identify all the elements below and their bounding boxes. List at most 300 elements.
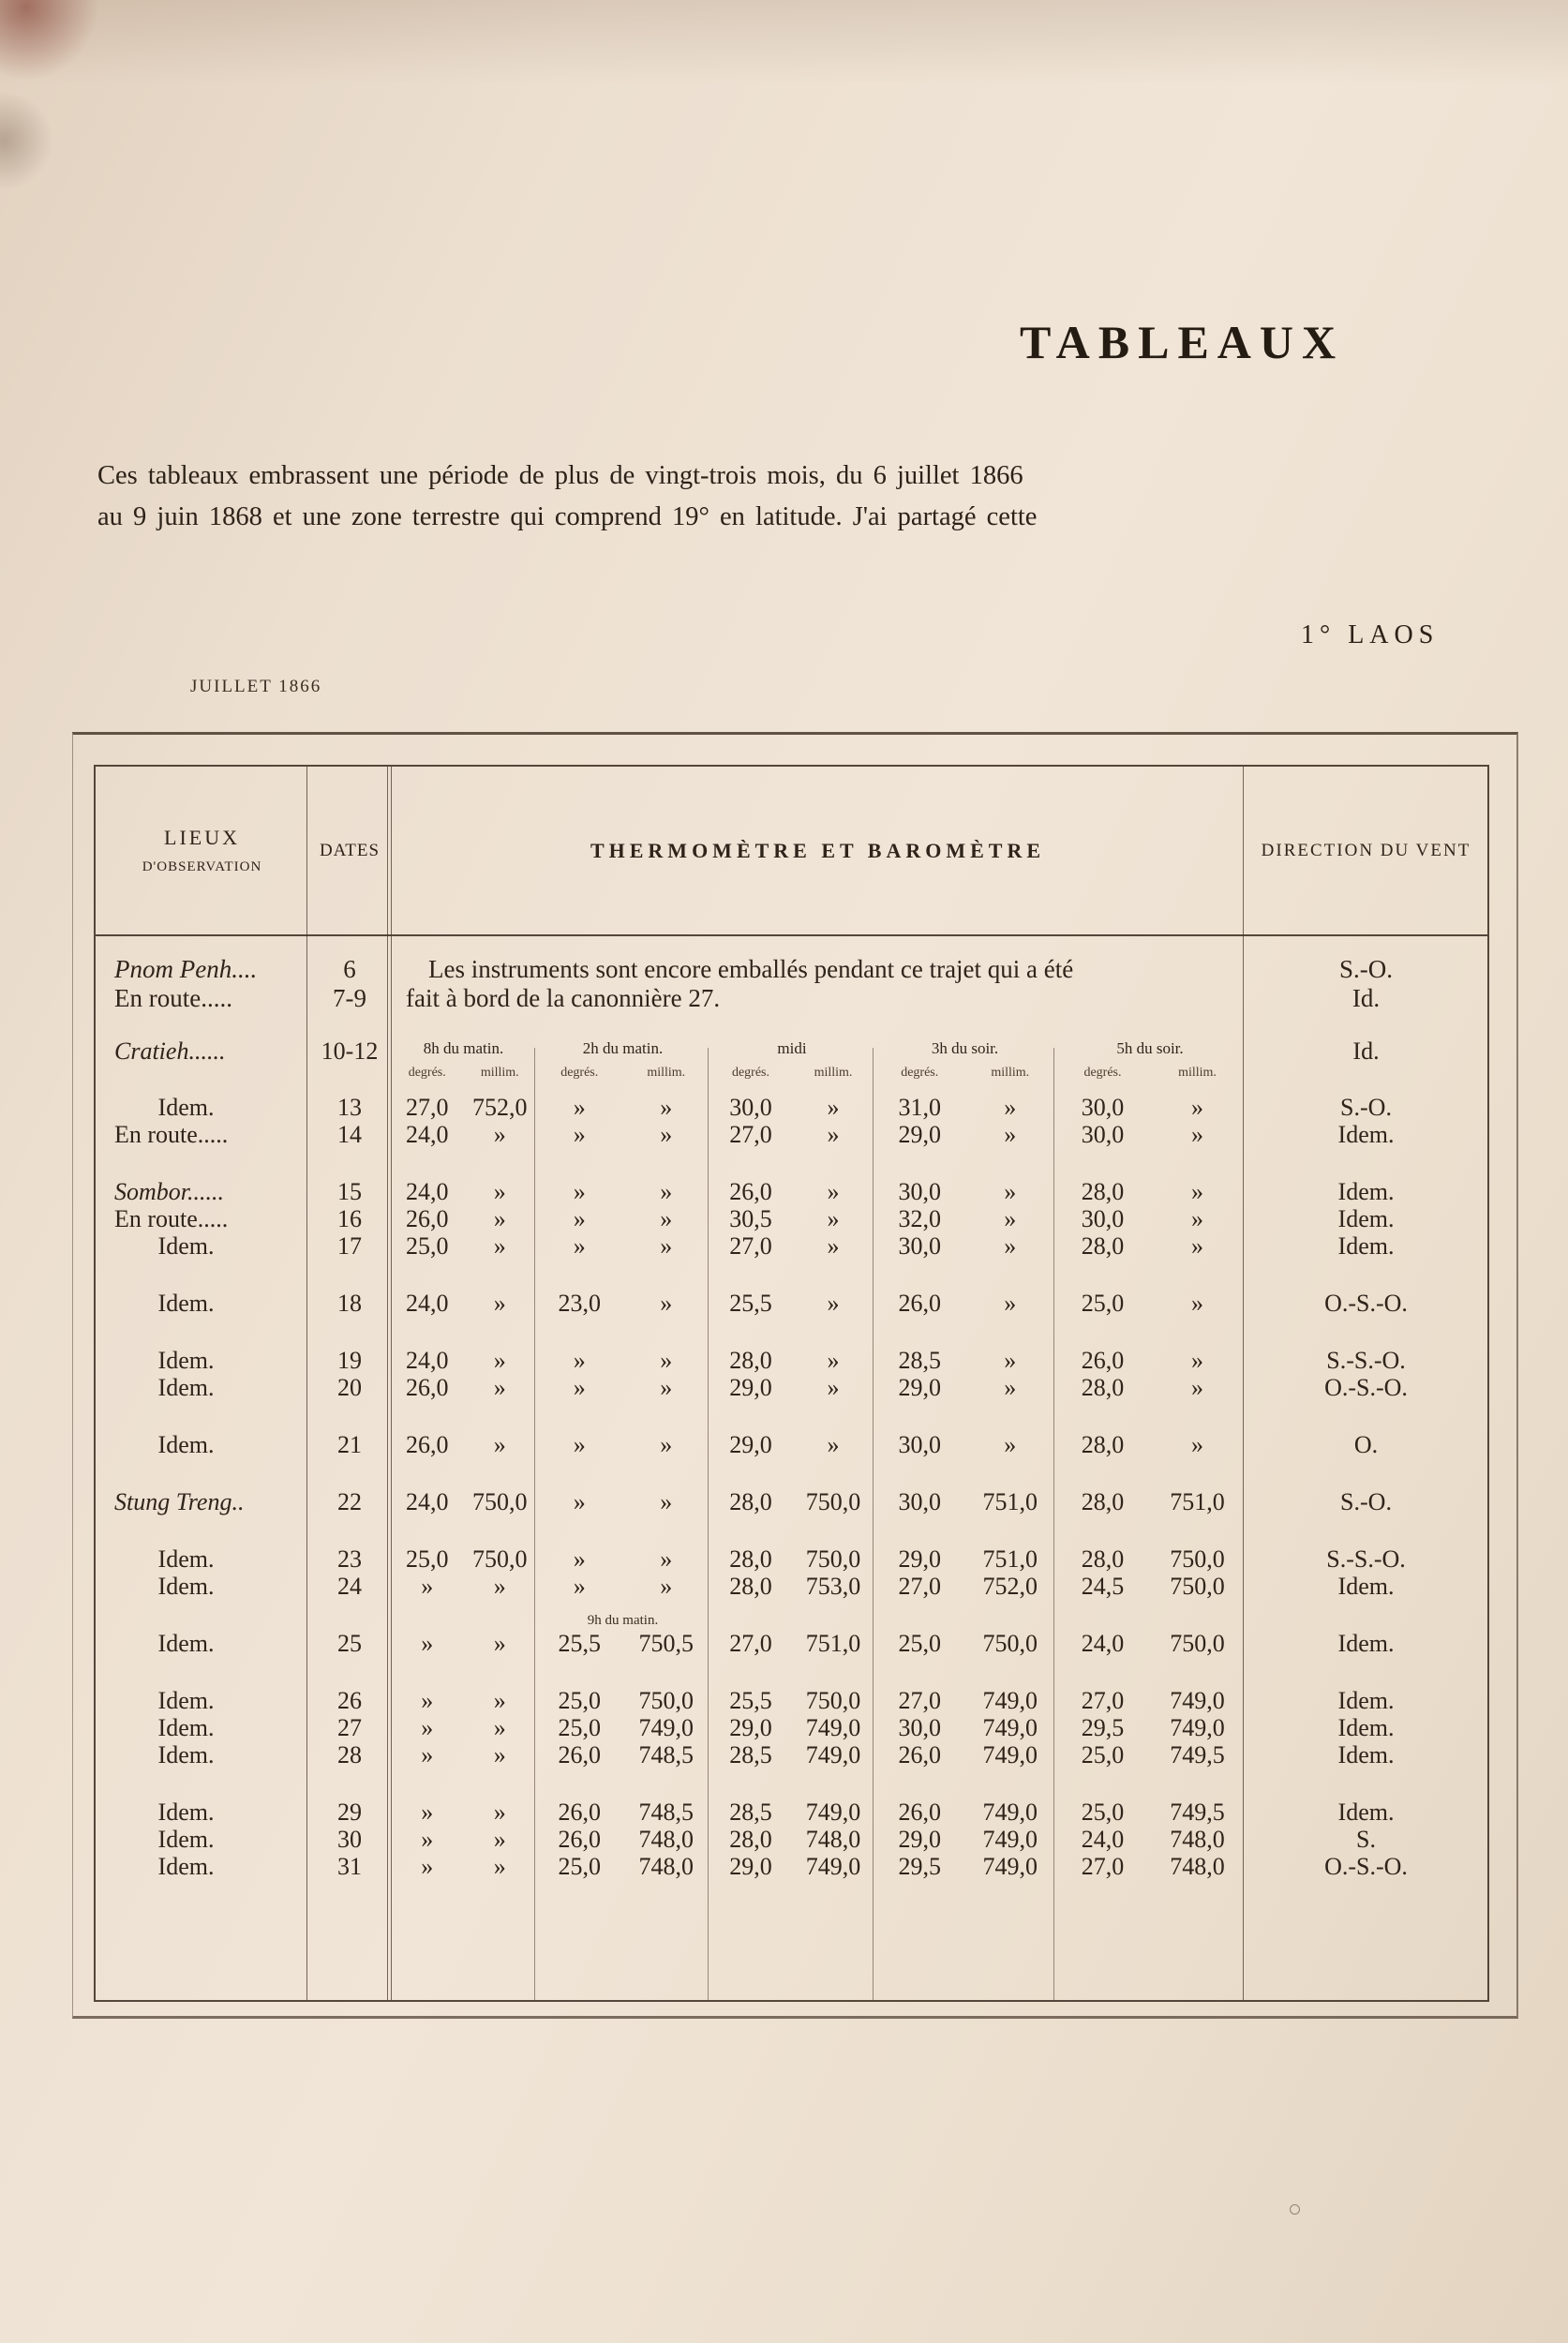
time-group-header — [709, 1037, 874, 1081]
reading-cell — [1055, 1121, 1245, 1148]
table-row — [96, 1347, 1487, 1374]
reading-cell — [1055, 1232, 1245, 1260]
row-group — [96, 1613, 1487, 1657]
reading-cell — [391, 1232, 536, 1260]
degrees-value: 30,0 — [1081, 1121, 1125, 1148]
reading-cell — [709, 1798, 874, 1826]
table-row — [96, 1178, 1487, 1205]
time-group-sublabels — [1055, 1066, 1245, 1081]
millimeters-value: » — [493, 1687, 506, 1714]
millimeters-value: 751,0 — [982, 1488, 1038, 1515]
reading-cell — [391, 1347, 536, 1374]
reading-cell — [536, 1687, 709, 1714]
degrees-value: 26,0 — [898, 1798, 941, 1826]
wind-cell: S.-S.-O. — [1326, 1545, 1406, 1573]
degrees-value: » — [573, 1094, 586, 1121]
place-cell: Stung Treng.. — [114, 1488, 245, 1515]
degrees-value: 25,0 — [406, 1232, 449, 1260]
millimeters-value: 749,0 — [638, 1714, 694, 1741]
millimeters-value: 749,0 — [982, 1714, 1038, 1741]
reading-cell — [391, 1205, 536, 1232]
reading-cell — [391, 1431, 536, 1458]
millimeters-value: » — [1191, 1290, 1203, 1317]
millimeters-value: » — [493, 1630, 506, 1657]
wind-cell: Idem. — [1337, 1232, 1395, 1260]
reading-cell — [1055, 1488, 1245, 1515]
reading-cell — [1055, 1853, 1245, 1880]
degrees-value: 25,0 — [1081, 1741, 1125, 1768]
degrees-value: 28,0 — [1081, 1488, 1125, 1515]
table-row — [96, 955, 1487, 984]
reading-cell — [874, 1741, 1055, 1768]
degrees-value: » — [573, 1431, 586, 1458]
date-cell: 28 — [337, 1741, 362, 1768]
degrees-value: 27,0 — [1081, 1687, 1125, 1714]
reading-cell — [536, 1488, 709, 1515]
degrees-label: degrés. — [408, 1066, 446, 1080]
row-group — [96, 1545, 1487, 1600]
reading-cell — [709, 1741, 874, 1768]
millimeters-value: 749,0 — [805, 1798, 861, 1826]
wind-cell: O.-S.-O. — [1324, 1290, 1408, 1317]
millimeters-value: » — [1004, 1431, 1017, 1458]
table-row — [96, 984, 1487, 1013]
degrees-value: 26,0 — [558, 1798, 601, 1826]
place-cell: Idem. — [157, 1826, 215, 1853]
degrees-value: » — [421, 1826, 434, 1853]
degrees-value: 24,0 — [406, 1290, 449, 1317]
table-row — [96, 1232, 1487, 1260]
place-cell: Idem. — [157, 1545, 215, 1573]
degrees-value: » — [573, 1347, 586, 1374]
reading-cell — [536, 1232, 709, 1260]
millimeters-value: » — [827, 1121, 840, 1148]
millimeters-value: » — [660, 1545, 673, 1573]
reading-cell — [709, 1232, 874, 1260]
degrees-value: 23,0 — [558, 1290, 601, 1317]
reading-cell — [1055, 1347, 1245, 1374]
millimeters-value: » — [493, 1431, 506, 1458]
time-group-sublabels — [874, 1066, 1055, 1081]
degrees-value: 28,0 — [729, 1826, 772, 1853]
wind-cell: O.-S.-O. — [1324, 1374, 1408, 1401]
millimeters-value: » — [1191, 1232, 1203, 1260]
millimeters-value: 749,0 — [982, 1741, 1038, 1768]
degrees-value: 25,5 — [729, 1290, 772, 1317]
row-group — [96, 1290, 1487, 1317]
reading-cell — [874, 1290, 1055, 1317]
degrees-value: 24,0 — [406, 1121, 449, 1148]
reading-cell — [709, 1178, 874, 1205]
date-cell: 30 — [337, 1826, 362, 1853]
degrees-value: » — [421, 1573, 434, 1600]
reading-cell — [874, 1205, 1055, 1232]
millimeters-value: 750,0 — [638, 1687, 694, 1714]
reading-cell — [536, 1178, 709, 1205]
time-header-block — [96, 1037, 1487, 1081]
millimeters-value: 753,0 — [805, 1573, 861, 1600]
degrees-value: 28,5 — [729, 1798, 772, 1826]
millimeters-value: 748,0 — [805, 1826, 861, 1853]
reading-cell — [709, 1094, 874, 1121]
table-row — [96, 1545, 1487, 1573]
date-cell: 17 — [337, 1232, 362, 1260]
date-cell: 13 — [337, 1094, 362, 1121]
reading-cell — [536, 1798, 709, 1826]
time-header-row — [96, 1037, 1487, 1081]
wind-cell: Idem. — [1337, 1205, 1395, 1232]
degrees-value: 25,0 — [406, 1545, 449, 1573]
millimeters-value: » — [827, 1205, 840, 1232]
table-row — [96, 1826, 1487, 1853]
degrees-value: 26,0 — [898, 1290, 941, 1317]
reading-cell — [874, 1121, 1055, 1148]
degrees-value: 26,0 — [406, 1374, 449, 1401]
degrees-value: 24,0 — [406, 1488, 449, 1515]
degrees-value: 25,0 — [558, 1714, 601, 1741]
month-label: JUILLET 1866 — [190, 677, 322, 696]
degrees-value: 30,5 — [729, 1205, 772, 1232]
header-lieux — [96, 826, 308, 875]
place-cell: Sombor...... — [114, 1178, 225, 1205]
degrees-value: » — [421, 1798, 434, 1826]
table-body — [96, 936, 1487, 2000]
row-group — [96, 1347, 1487, 1401]
degrees-value: » — [573, 1121, 586, 1148]
row-group — [96, 1488, 1487, 1515]
wind-cell: Idem. — [1337, 1741, 1395, 1768]
reading-cell — [391, 1741, 536, 1768]
degrees-value: 31,0 — [898, 1094, 941, 1121]
table-row — [96, 1121, 1487, 1148]
place-cell: En route..... — [114, 1121, 229, 1148]
millimeters-value: » — [660, 1374, 673, 1401]
millimeters-value: » — [1191, 1431, 1203, 1458]
degrees-value: 29,5 — [1081, 1714, 1125, 1741]
reading-cell — [536, 1545, 709, 1573]
degrees-value: 24,5 — [1081, 1573, 1125, 1600]
reading-cell — [874, 1374, 1055, 1401]
degrees-value: 24,0 — [406, 1178, 449, 1205]
millimeters-value: 749,0 — [805, 1714, 861, 1741]
reading-cell — [536, 1290, 709, 1317]
row-group — [96, 1178, 1487, 1260]
degrees-value: 24,0 — [406, 1347, 449, 1374]
time-group-header — [874, 1037, 1055, 1081]
row-group — [96, 1798, 1487, 1880]
reading-cell — [1055, 1178, 1245, 1205]
reading-cell — [709, 1853, 874, 1880]
reading-cell — [709, 1290, 874, 1317]
degrees-value: 26,0 — [1081, 1347, 1125, 1374]
reading-cell — [391, 1853, 536, 1880]
degrees-value: » — [573, 1488, 586, 1515]
degrees-label: degrés. — [901, 1066, 939, 1080]
place-cell: Idem. — [157, 1290, 215, 1317]
time-group-sublabels — [536, 1066, 709, 1081]
degrees-value: 32,0 — [898, 1205, 941, 1232]
degrees-value: 29,0 — [729, 1853, 772, 1880]
degrees-value: 28,5 — [898, 1347, 941, 1374]
data-rows — [96, 1094, 1487, 1880]
date-cell: 27 — [337, 1714, 362, 1741]
millimeters-value: 749,5 — [1170, 1741, 1225, 1768]
millimeters-value: » — [1191, 1347, 1203, 1374]
place-cell: Idem. — [157, 1431, 215, 1458]
degrees-value: 29,0 — [898, 1374, 941, 1401]
millimeters-value: » — [827, 1347, 840, 1374]
millimeters-value: 749,0 — [982, 1853, 1038, 1880]
table-row — [96, 1714, 1487, 1741]
time-group-label: 5h du soir. — [1116, 1039, 1184, 1057]
degrees-value: 28,0 — [729, 1488, 772, 1515]
millimeters-value: 748,5 — [638, 1741, 694, 1768]
observation-table — [94, 765, 1489, 2002]
degrees-value: » — [573, 1178, 586, 1205]
degrees-value: 25,5 — [729, 1687, 772, 1714]
degrees-value: 26,0 — [558, 1826, 601, 1853]
millimeters-value: » — [660, 1573, 673, 1600]
reading-cell — [874, 1853, 1055, 1880]
reading-cell — [874, 1826, 1055, 1853]
reading-cell — [536, 1714, 709, 1741]
table-row — [96, 1741, 1487, 1768]
millimeters-value: » — [493, 1853, 506, 1880]
reading-cell — [709, 1826, 874, 1853]
millimeters-value: » — [827, 1431, 840, 1458]
reading-cell — [874, 1630, 1055, 1657]
degrees-value: 29,0 — [898, 1826, 941, 1853]
millimeters-value: » — [1004, 1374, 1017, 1401]
millimeters-value: 749,0 — [982, 1687, 1038, 1714]
reading-cell — [536, 1094, 709, 1121]
place-cell: Idem. — [157, 1094, 215, 1121]
reading-cell — [536, 1826, 709, 1853]
degrees-value: 25,0 — [558, 1853, 601, 1880]
millimeters-value: » — [1004, 1121, 1017, 1148]
intro-line-1: Ces tableaux embrassent une période de plus de vingt-trois mois, du 6 juillet 1866 — [97, 461, 1023, 490]
header-lieux-line2: D'OBSERVATION — [142, 859, 262, 874]
reading-cell — [536, 1573, 709, 1600]
header-lieux-line1: LIEUX — [164, 826, 240, 849]
wind-cell: Idem. — [1337, 1687, 1395, 1714]
millimeters-value: 750,0 — [472, 1545, 528, 1573]
wind-cell: Id. — [1351, 984, 1381, 1012]
degrees-value: 27,0 — [898, 1687, 941, 1714]
degrees-value: 26,0 — [898, 1741, 941, 1768]
millimeters-value: » — [1004, 1232, 1017, 1260]
reading-cell — [709, 1347, 874, 1374]
wind-cell: Idem. — [1337, 1714, 1395, 1741]
table-row — [96, 1290, 1487, 1317]
degrees-value: 29,0 — [898, 1121, 941, 1148]
reading-cell — [1055, 1205, 1245, 1232]
wind-cell: Idem. — [1337, 1798, 1395, 1826]
reading-cell — [1055, 1714, 1245, 1741]
note-text-line2: fait à bord de la canonnière 27. — [406, 984, 721, 1012]
table-row — [96, 1687, 1487, 1714]
millimeters-value: » — [660, 1488, 673, 1515]
place-cell: Idem. — [157, 1630, 215, 1657]
millimeters-value: » — [660, 1347, 673, 1374]
degrees-value: » — [421, 1853, 434, 1880]
date-cell: 25 — [337, 1630, 362, 1657]
millimeters-value: » — [493, 1290, 506, 1317]
table-row — [96, 1798, 1487, 1826]
page-ornament — [1290, 2204, 1300, 2215]
reading-cell — [874, 1545, 1055, 1573]
table-row — [96, 1488, 1487, 1515]
millimeters-value: » — [1191, 1094, 1203, 1121]
degrees-label: degrés. — [1083, 1066, 1122, 1080]
reading-cell — [391, 1178, 536, 1205]
time-group-label: 3h du soir. — [931, 1039, 999, 1057]
place-cell: Idem. — [157, 1347, 215, 1374]
degrees-value: 30,0 — [1081, 1094, 1125, 1121]
degrees-value: 28,0 — [729, 1347, 772, 1374]
reading-cell — [874, 1687, 1055, 1714]
millimeters-value: 750,0 — [1170, 1573, 1225, 1600]
degrees-value: 24,0 — [1081, 1826, 1125, 1853]
millimeters-value: 750,0 — [805, 1687, 861, 1714]
millimeters-value: 751,0 — [982, 1545, 1038, 1573]
row-group — [96, 1687, 1487, 1768]
place-cell: Idem. — [157, 1374, 215, 1401]
table-row — [96, 1853, 1487, 1880]
degrees-value: » — [573, 1573, 586, 1600]
degrees-value: » — [573, 1232, 586, 1260]
reading-cell — [1055, 1094, 1245, 1121]
degrees-value: 25,0 — [558, 1687, 601, 1714]
millimeters-value: » — [493, 1573, 506, 1600]
wind-cell: S.-S.-O. — [1326, 1347, 1406, 1374]
millimeters-value: » — [493, 1205, 506, 1232]
millimeters-value: » — [827, 1374, 840, 1401]
date-cell: 16 — [337, 1205, 362, 1232]
degrees-value: » — [421, 1630, 434, 1657]
millimeters-label: millim. — [480, 1066, 519, 1080]
degrees-value: 28,0 — [729, 1545, 772, 1573]
millimeters-value: » — [493, 1232, 506, 1260]
table-row — [96, 1094, 1487, 1121]
section-label: 1° LAOS — [1301, 620, 1440, 649]
degrees-value: 25,5 — [558, 1630, 601, 1657]
time-group-header — [1055, 1037, 1245, 1081]
reading-cell — [536, 1205, 709, 1232]
reading-cell — [391, 1798, 536, 1826]
millimeters-value: 750,0 — [472, 1488, 528, 1515]
millimeters-label: millim. — [991, 1066, 1030, 1080]
millimeters-value: » — [493, 1121, 506, 1148]
millimeters-value: » — [493, 1374, 506, 1401]
degrees-value: 26,0 — [729, 1178, 772, 1205]
degrees-value: 30,0 — [898, 1232, 941, 1260]
millimeters-value: » — [827, 1094, 840, 1121]
millimeters-value: » — [493, 1741, 506, 1768]
wind-cell: O.-S.-O. — [1324, 1853, 1408, 1880]
millimeters-value: » — [1191, 1374, 1203, 1401]
millimeters-value: » — [1004, 1347, 1017, 1374]
degrees-value: 28,0 — [1081, 1545, 1125, 1573]
reading-cell — [536, 1741, 709, 1768]
millimeters-value: 748,0 — [638, 1826, 694, 1853]
degrees-value: 29,0 — [729, 1431, 772, 1458]
reading-cell — [1055, 1630, 1245, 1657]
degrees-label: degrés. — [560, 1066, 599, 1080]
wind-cell: Idem. — [1337, 1573, 1395, 1600]
reading-cell — [709, 1121, 874, 1148]
reading-cell — [391, 1573, 536, 1600]
table-row — [96, 1613, 1487, 1657]
millimeters-value: » — [1004, 1094, 1017, 1121]
reading-cell — [1055, 1431, 1245, 1458]
time-group-label: midi — [777, 1039, 807, 1057]
millimeters-value: » — [493, 1178, 506, 1205]
intro-line-2: au 9 juin 1868 et une zone terrestre qui comprend 19° en latitude. J'ai partagé cette — [97, 502, 1038, 531]
reading-cell — [391, 1545, 536, 1573]
reading-cell — [874, 1573, 1055, 1600]
millimeters-value: » — [493, 1798, 506, 1826]
reading-cell — [1055, 1798, 1245, 1826]
reading-cell — [391, 1290, 536, 1317]
place-cell: En route..... — [114, 1205, 229, 1232]
note-text-line1: Les instruments sont encore emballés pendant ce trajet qui a été — [428, 955, 1074, 983]
reading-cell — [709, 1545, 874, 1573]
header-dates: DATES — [319, 840, 381, 860]
millimeters-value: 748,0 — [1170, 1853, 1225, 1880]
degrees-value: 28,0 — [1081, 1431, 1125, 1458]
degrees-value: 25,0 — [1081, 1290, 1125, 1317]
reading-cell — [1055, 1545, 1245, 1573]
date-cell: 18 — [337, 1290, 362, 1317]
degrees-value: 27,0 — [729, 1232, 772, 1260]
degrees-value: 29,0 — [898, 1545, 941, 1573]
table-row — [96, 1573, 1487, 1600]
millimeters-label: millim. — [647, 1066, 686, 1080]
millimeters-value: » — [827, 1178, 840, 1205]
date-cell: 14 — [337, 1121, 362, 1148]
reading-cell — [536, 1347, 709, 1374]
millimeters-value: » — [660, 1232, 673, 1260]
wind-cell: O. — [1353, 1431, 1379, 1458]
millimeters-value: 749,0 — [982, 1826, 1038, 1853]
degrees-value: 27,0 — [1081, 1853, 1125, 1880]
wind-cell: S.-O. — [1340, 1488, 1392, 1515]
reading-cell — [391, 1826, 536, 1853]
wind-cell: S. — [1356, 1826, 1376, 1853]
degrees-value: 29,5 — [898, 1853, 941, 1880]
reading-cell — [874, 1232, 1055, 1260]
millimeters-value: 749,0 — [1170, 1714, 1225, 1741]
degrees-value: 27,0 — [729, 1121, 772, 1148]
degrees-value: 28,0 — [1081, 1232, 1125, 1260]
reading-cell — [536, 1121, 709, 1148]
reading-cell — [536, 1431, 709, 1458]
reading-cell — [391, 1094, 536, 1121]
millimeters-value: 749,0 — [982, 1798, 1038, 1826]
time-group-sublabels — [709, 1066, 874, 1081]
reading-cell — [874, 1714, 1055, 1741]
row-group — [96, 1094, 1487, 1148]
header-thermometre-barometre: THERMOMÈTRE ET BAROMÈTRE — [590, 838, 1046, 862]
reading-cell — [536, 1374, 709, 1401]
place-cell: Pnom Penh.... — [114, 955, 258, 983]
degrees-value: 26,0 — [406, 1205, 449, 1232]
date-cell: 22 — [337, 1488, 362, 1515]
millimeters-value: » — [660, 1178, 673, 1205]
degrees-value: 28,5 — [729, 1741, 772, 1768]
degrees-value: » — [573, 1205, 586, 1232]
